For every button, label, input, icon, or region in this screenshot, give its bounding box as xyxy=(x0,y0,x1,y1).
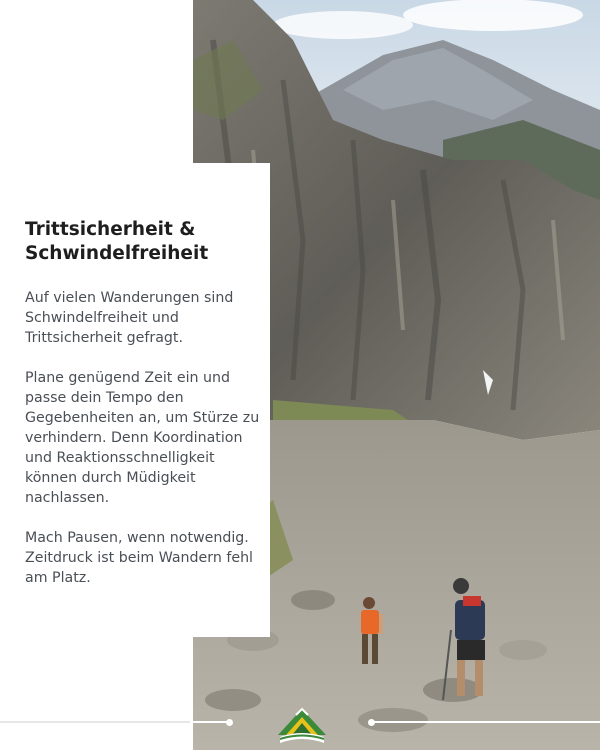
divider-line-left xyxy=(0,721,190,723)
divider-dot-left xyxy=(226,719,233,726)
paragraph-2: Plane genügend Zeit ein und passe dein Tempo den Gegebenheiten an, um Stürze zu verhindern. Denn Koordination und Reaktionsschnelligkeit können durch Müdigkeit nachlassen. xyxy=(25,370,260,506)
divider-line-right xyxy=(371,721,600,723)
paragraph-1: Auf vielen Wanderungen sind Schwindelfreiheit und Trittsicherheit gefragt. xyxy=(25,290,234,346)
divider-line-middle xyxy=(193,721,230,723)
paragraph-3: Mach Pausen, wenn notwendig. Zeitdruck ist beim Wandern fehl am Platz. xyxy=(25,530,254,586)
divider-dot-right xyxy=(368,719,375,726)
heading: Trittsicherheit & Schwindelfreiheit xyxy=(25,219,209,264)
mountain-logo-icon xyxy=(276,705,328,745)
